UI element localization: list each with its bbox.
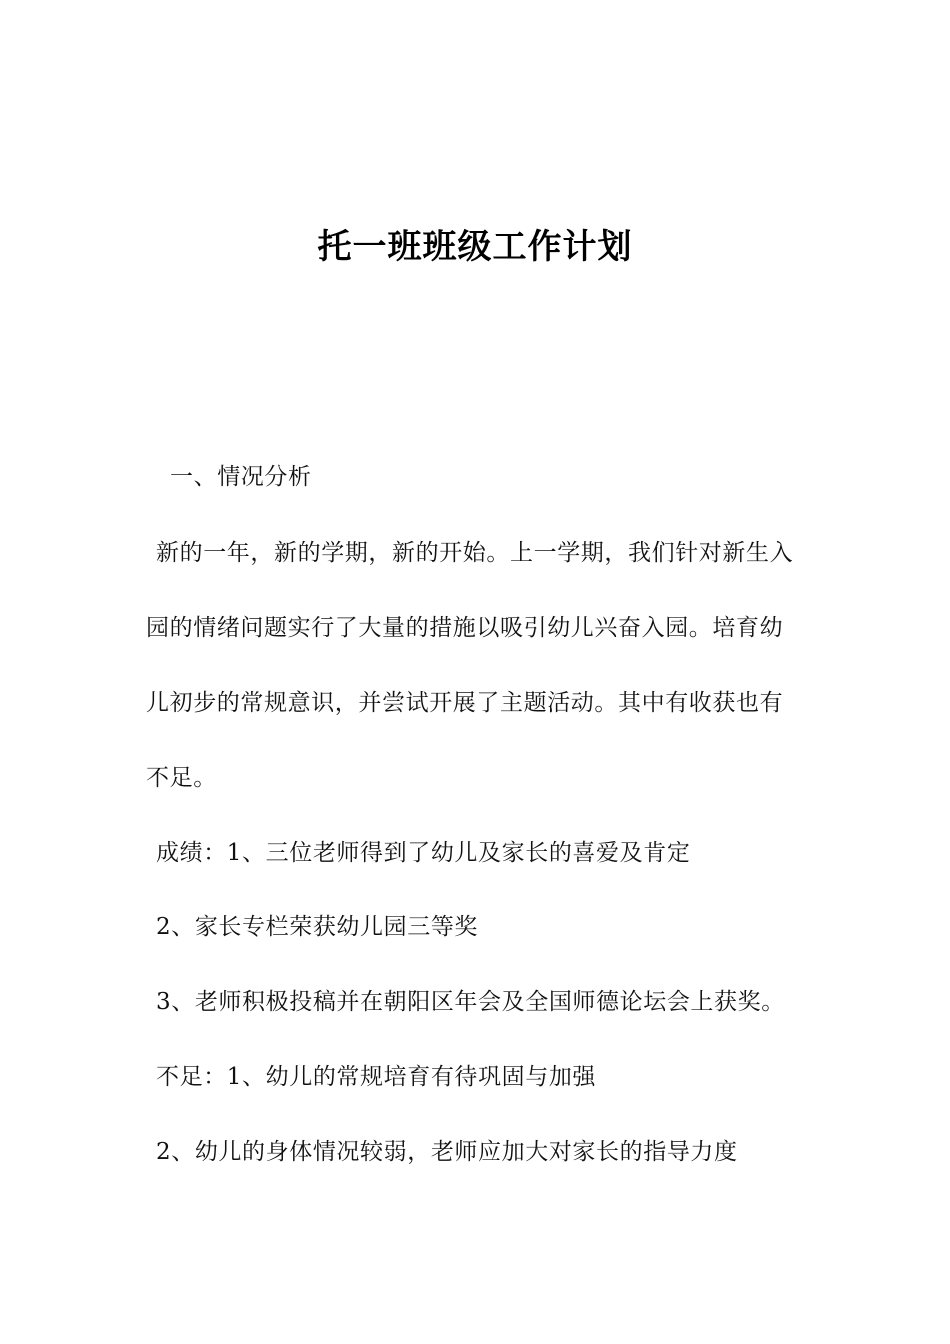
paragraph-line: 园的情绪问题实行了大量的措施以吸引幼儿兴奋入园。培育幼: [146, 615, 784, 641]
achievement-item: 3、老师积极投稿并在朝阳区年会及全国师德论坛会上获奖。: [156, 989, 785, 1015]
achievement-item: 成绩：1、三位老师得到了幼儿及家长的喜爱及肯定: [156, 840, 691, 866]
paragraph-line: 儿初步的常规意识，并尝试开展了主题活动。其中有收获也有: [146, 690, 784, 716]
paragraph-line: 新的一年，新的学期，新的开始。上一学期，我们针对新生入: [156, 540, 794, 566]
shortcoming-item: 不足：1、幼儿的常规培育有待巩固与加强: [156, 1064, 597, 1090]
section-heading: 一、情况分析: [170, 464, 312, 490]
paragraph-line: 不足。: [146, 765, 217, 791]
document-title: 托一班班级工作计划: [317, 227, 633, 267]
shortcoming-item: 2、幼儿的身体情况较弱，老师应加大对家长的指导力度: [156, 1139, 738, 1165]
achievement-item: 2、家长专栏荣获幼儿园三等奖: [156, 914, 479, 940]
